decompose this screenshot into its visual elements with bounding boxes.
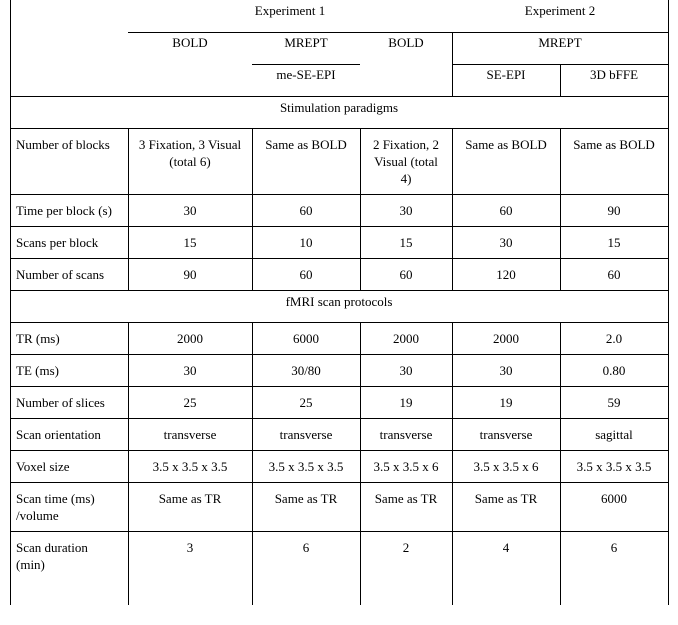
row-rule bbox=[10, 418, 668, 419]
row-label: Time per block (s) bbox=[16, 203, 112, 218]
table-cell: 90 bbox=[607, 203, 621, 218]
column-divider bbox=[252, 258, 253, 291]
header-sequence-divider bbox=[560, 64, 561, 97]
table-cell: 0.80 bbox=[602, 363, 626, 378]
row-label: Voxel size bbox=[16, 459, 70, 474]
column-divider bbox=[252, 322, 253, 355]
column-divider bbox=[668, 386, 669, 419]
column-divider bbox=[560, 128, 561, 195]
table-cell: 4 bbox=[502, 540, 510, 555]
header-right-border bbox=[668, 0, 669, 97]
section-right-border bbox=[668, 96, 669, 129]
column-divider bbox=[360, 128, 361, 195]
column-divider bbox=[360, 531, 361, 605]
column-divider bbox=[252, 128, 253, 195]
column-divider bbox=[252, 226, 253, 259]
column-divider bbox=[560, 482, 561, 532]
table-cell: 2 bbox=[402, 540, 410, 555]
table-cell: transverse bbox=[279, 427, 333, 442]
row-rule bbox=[10, 258, 668, 259]
row-left-border bbox=[10, 194, 11, 227]
row-label: Number of blocks bbox=[16, 137, 110, 152]
table-cell: 2000 bbox=[493, 331, 519, 346]
column-divider bbox=[560, 194, 561, 227]
row-label: Number of slices bbox=[16, 395, 105, 410]
table-cell: 2000 bbox=[177, 331, 203, 346]
column-divider bbox=[452, 194, 453, 227]
section-left-border bbox=[10, 96, 11, 129]
row-rule bbox=[10, 194, 668, 195]
row-left-border bbox=[10, 226, 11, 259]
column-divider bbox=[128, 531, 129, 605]
column-divider bbox=[560, 226, 561, 259]
table-cell: transverse bbox=[479, 427, 533, 442]
column-divider bbox=[560, 354, 561, 387]
sequence-header-se-epi: SE-EPI bbox=[486, 67, 526, 82]
column-divider bbox=[452, 354, 453, 387]
table-cell: 60 bbox=[499, 203, 513, 218]
table-cell: 15 bbox=[399, 235, 413, 250]
table-cell: 30/80 bbox=[291, 363, 321, 378]
header-left-border bbox=[10, 0, 11, 97]
column-divider bbox=[128, 354, 129, 387]
column-divider bbox=[360, 482, 361, 532]
row-left-border bbox=[10, 450, 11, 483]
row-rule bbox=[10, 531, 668, 532]
column-divider bbox=[252, 194, 253, 227]
table-cell: 90 bbox=[183, 267, 197, 282]
column-divider bbox=[128, 258, 129, 291]
row-label: TR (ms) bbox=[16, 331, 60, 346]
table-cell: 3 Fixation, 3 Visual bbox=[138, 137, 242, 152]
row-label: Scan time (ms) bbox=[16, 491, 95, 506]
column-divider bbox=[360, 354, 361, 387]
sequence-header-me-se-epi: me-SE-EPI bbox=[276, 67, 336, 82]
row-label: /volume bbox=[16, 508, 59, 523]
column-divider bbox=[128, 482, 129, 532]
table-cell: 30 bbox=[499, 363, 513, 378]
column-divider bbox=[668, 128, 669, 195]
table-cell: 59 bbox=[607, 395, 621, 410]
row-label: Scan duration bbox=[16, 540, 88, 555]
column-divider bbox=[452, 128, 453, 195]
table-cell: 2.0 bbox=[605, 331, 623, 346]
table-cell: 60 bbox=[607, 267, 621, 282]
table-cell: 10 bbox=[299, 235, 313, 250]
table-cell: 30 bbox=[183, 203, 197, 218]
row-rule bbox=[10, 354, 668, 355]
column-divider bbox=[128, 450, 129, 483]
table-cell: 3.5 x 3.5 x 3.5 bbox=[152, 459, 228, 474]
table-cell: 15 bbox=[183, 235, 197, 250]
table-cell: sagittal bbox=[595, 427, 633, 442]
table-cell: 30 bbox=[399, 203, 413, 218]
column-divider bbox=[560, 386, 561, 419]
column-divider bbox=[128, 194, 129, 227]
table-cell: 2000 bbox=[393, 331, 419, 346]
row-rule bbox=[10, 226, 668, 227]
column-divider bbox=[452, 322, 453, 355]
section-left-border bbox=[10, 290, 11, 323]
table-cell: transverse bbox=[163, 427, 217, 442]
table-cell: Same as TR bbox=[374, 491, 438, 506]
bold-header-2: BOLD bbox=[388, 35, 424, 50]
table-cell: Same as TR bbox=[474, 491, 538, 506]
column-divider bbox=[452, 531, 453, 605]
column-divider bbox=[668, 194, 669, 227]
header-experiment-divider bbox=[452, 32, 453, 97]
column-divider bbox=[360, 450, 361, 483]
column-divider bbox=[452, 226, 453, 259]
row-rule bbox=[10, 482, 668, 483]
column-divider bbox=[668, 482, 669, 532]
row-left-border bbox=[10, 418, 11, 451]
header-rule-2a bbox=[252, 64, 360, 65]
table-cell: Same as BOLD bbox=[465, 137, 547, 152]
column-divider bbox=[560, 418, 561, 451]
table-cell: 6 bbox=[610, 540, 618, 555]
section-right-border bbox=[668, 290, 669, 323]
header-rule-3 bbox=[10, 96, 668, 97]
column-divider bbox=[360, 194, 361, 227]
row-left-border bbox=[10, 128, 11, 195]
column-divider bbox=[668, 354, 669, 387]
column-divider bbox=[360, 322, 361, 355]
table-cell: 3.5 x 3.5 x 6 bbox=[373, 459, 439, 474]
column-divider bbox=[560, 322, 561, 355]
column-divider bbox=[128, 128, 129, 195]
table-cell: Same as TR bbox=[274, 491, 338, 506]
table-cell: Visual (total bbox=[374, 154, 438, 169]
header-rule-1 bbox=[128, 32, 668, 33]
row-label: Number of scans bbox=[16, 267, 105, 282]
row-left-border bbox=[10, 354, 11, 387]
column-divider bbox=[452, 418, 453, 451]
table-cell: 2 Fixation, 2 bbox=[372, 137, 440, 152]
section-title: Stimulation paradigms bbox=[279, 100, 399, 115]
bold-header-1: BOLD bbox=[172, 35, 208, 50]
row-left-border bbox=[10, 482, 11, 532]
table-cell: 3.5 x 3.5 x 6 bbox=[473, 459, 539, 474]
column-divider bbox=[452, 450, 453, 483]
column-divider bbox=[128, 418, 129, 451]
table-cell: 15 bbox=[607, 235, 621, 250]
table-cell: 6 bbox=[302, 540, 310, 555]
column-divider bbox=[560, 258, 561, 291]
table-cell: 30 bbox=[183, 363, 197, 378]
mrept-header-1: MREPT bbox=[284, 35, 328, 50]
column-divider bbox=[252, 386, 253, 419]
row-label: (min) bbox=[16, 557, 45, 572]
column-divider bbox=[668, 531, 669, 605]
column-divider bbox=[560, 450, 561, 483]
table-cell: Same as TR bbox=[158, 491, 222, 506]
table-cell: 25 bbox=[183, 395, 197, 410]
row-left-border bbox=[10, 531, 11, 605]
column-divider bbox=[128, 226, 129, 259]
section-title: fMRI scan protocols bbox=[285, 294, 393, 309]
row-left-border bbox=[10, 258, 11, 291]
row-rule bbox=[10, 290, 668, 291]
table-cell: 19 bbox=[399, 395, 413, 410]
column-divider bbox=[452, 386, 453, 419]
column-divider bbox=[452, 258, 453, 291]
table-cell: 3 bbox=[186, 540, 194, 555]
sequence-header-3d-bffe: 3D bFFE bbox=[589, 67, 639, 82]
column-divider bbox=[252, 450, 253, 483]
column-divider bbox=[128, 322, 129, 355]
column-divider bbox=[668, 258, 669, 291]
table-cell: 120 bbox=[496, 267, 516, 282]
experiment-1-header: Experiment 1 bbox=[254, 3, 326, 18]
table-cell: 60 bbox=[299, 267, 313, 282]
table-cell: 19 bbox=[499, 395, 513, 410]
table-cell: 25 bbox=[299, 395, 313, 410]
column-divider bbox=[360, 386, 361, 419]
column-divider bbox=[128, 386, 129, 419]
table-cell: (total 6) bbox=[169, 154, 211, 169]
table-cell: 6000 bbox=[293, 331, 319, 346]
table-cell: transverse bbox=[379, 427, 433, 442]
column-divider bbox=[668, 322, 669, 355]
table-cell: 3.5 x 3.5 x 3.5 bbox=[576, 459, 652, 474]
table-cell: 30 bbox=[499, 235, 513, 250]
table-cell: Same as BOLD bbox=[573, 137, 655, 152]
table-cell: 30 bbox=[399, 363, 413, 378]
table-cell: 60 bbox=[399, 267, 413, 282]
column-divider bbox=[668, 450, 669, 483]
column-divider bbox=[360, 226, 361, 259]
column-divider bbox=[452, 482, 453, 532]
table-cell: Same as BOLD bbox=[265, 137, 347, 152]
row-label: TE (ms) bbox=[16, 363, 59, 378]
column-divider bbox=[252, 531, 253, 605]
column-divider bbox=[360, 258, 361, 291]
column-divider bbox=[560, 531, 561, 605]
column-divider bbox=[252, 354, 253, 387]
column-divider bbox=[252, 482, 253, 532]
row-label: Scan orientation bbox=[16, 427, 101, 442]
section-rule bbox=[10, 322, 668, 323]
table-cell: 6000 bbox=[601, 491, 627, 506]
column-divider bbox=[252, 418, 253, 451]
column-divider bbox=[360, 418, 361, 451]
table-cell: 60 bbox=[299, 203, 313, 218]
table-cell: 4) bbox=[400, 171, 412, 186]
column-divider bbox=[668, 418, 669, 451]
row-left-border bbox=[10, 322, 11, 355]
mrept-header-2: MREPT bbox=[538, 35, 582, 50]
column-divider bbox=[668, 226, 669, 259]
row-rule bbox=[10, 386, 668, 387]
experiment-2-header: Experiment 2 bbox=[524, 3, 596, 18]
table-cell: 3.5 x 3.5 x 3.5 bbox=[268, 459, 344, 474]
section-rule bbox=[10, 128, 668, 129]
row-label: Scans per block bbox=[16, 235, 99, 250]
row-rule bbox=[10, 450, 668, 451]
row-left-border bbox=[10, 386, 11, 419]
